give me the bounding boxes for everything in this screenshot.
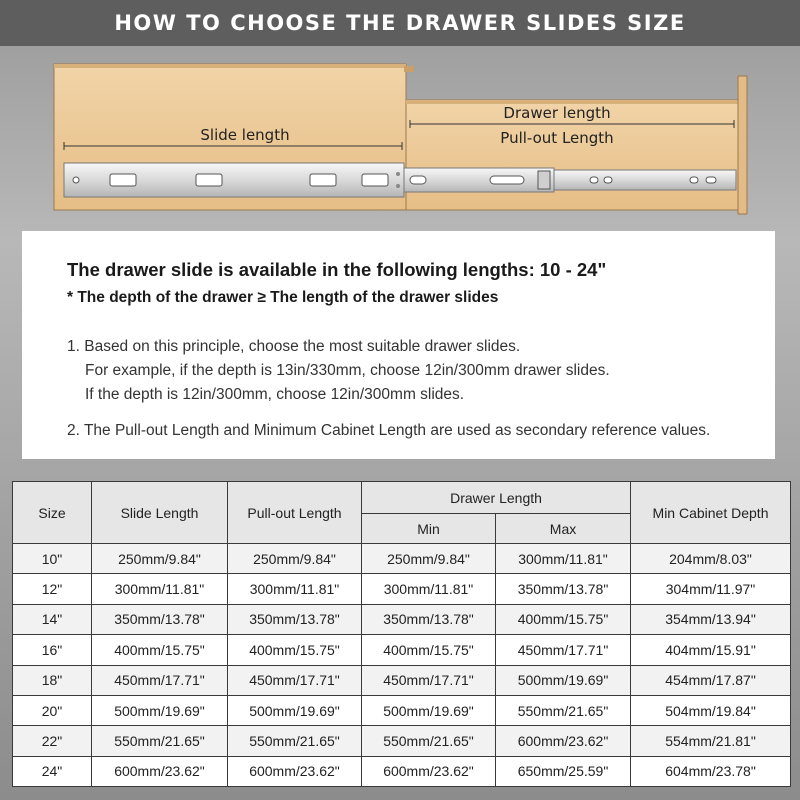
table-row [13,726,791,756]
table-row [13,574,791,604]
table-row [13,665,791,695]
cell-size: 14" [13,604,92,634]
depth-note: * The depth of the drawer ≥ The length of the drawer slides [67,289,499,306]
slide-size-table [12,481,791,787]
cell-size: 12" [13,574,92,604]
cell-min-cabinet-depth: 504mm/19.84" [631,695,791,725]
cell-pullout-length: 350mm/13.78" [228,604,362,634]
cell-pullout-length: 500mm/19.69" [228,695,362,725]
pullout-length-label: Pull-out Length [500,129,614,147]
cell-size: 10" [13,544,92,574]
table-row [13,544,791,574]
cell-drawer-max: 400mm/15.75" [496,604,631,634]
cell-slide-length: 500mm/19.69" [92,695,228,725]
cell-drawer-max: 450mm/17.71" [496,635,631,665]
header-drawer-length: Drawer Length [362,482,631,514]
header-slide-length: Slide Length [92,482,228,544]
cell-slide-length: 250mm/9.84" [92,544,228,574]
cell-slide-length: 300mm/11.81" [92,574,228,604]
cell-drawer-min: 600mm/23.62" [362,756,496,786]
cell-size: 20" [13,695,92,725]
cell-pullout-length: 450mm/17.71" [228,665,362,695]
cell-slide-length: 600mm/23.62" [92,756,228,786]
table-row [13,635,791,665]
cell-drawer-max: 650mm/25.59" [496,756,631,786]
cell-drawer-min: 450mm/17.71" [362,665,496,695]
cell-drawer-max: 300mm/11.81" [496,544,631,574]
cell-drawer-max: 500mm/19.69" [496,665,631,695]
cell-slide-length: 400mm/15.75" [92,635,228,665]
cell-size: 22" [13,726,92,756]
header-drawer-max: Max [496,514,631,544]
drawer-slide-diagram [0,46,800,226]
cell-size: 16" [13,635,92,665]
table-row [13,604,791,634]
guidance-item-1-example-2: If the depth is 12in/300mm, choose 12in/300mm slides. [85,386,465,403]
slide-length-label: Slide length [200,126,290,144]
availability-headline: The drawer slide is available in the following lengths: 10 - 24" [67,259,607,280]
cell-drawer-min: 300mm/11.81" [362,574,496,604]
cell-slide-length: 550mm/21.65" [92,726,228,756]
guidance-item-1-example: For example, if the depth is 13in/330mm, choose 12in/300mm drawer slides. [85,362,610,379]
info-card [22,231,775,459]
cell-min-cabinet-depth: 454mm/17.87" [631,665,791,695]
drawer-length-label: Drawer length [503,104,611,122]
cell-drawer-min: 400mm/15.75" [362,635,496,665]
cell-min-cabinet-depth: 304mm/11.97" [631,574,791,604]
header-drawer-min: Min [362,514,496,544]
table-row [13,695,791,725]
cell-drawer-min: 550mm/21.65" [362,726,496,756]
cell-pullout-length: 300mm/11.81" [228,574,362,604]
cell-min-cabinet-depth: 604mm/23.78" [631,756,791,786]
cell-drawer-max: 550mm/21.65" [496,695,631,725]
cell-min-cabinet-depth: 404mm/15.91" [631,635,791,665]
header-pullout-length: Pull-out Length [228,482,362,544]
cell-drawer-max: 350mm/13.78" [496,574,631,604]
cell-slide-length: 450mm/17.71" [92,665,228,695]
cell-min-cabinet-depth: 554mm/21.81" [631,726,791,756]
cell-pullout-length: 250mm/9.84" [228,544,362,574]
cell-slide-length: 350mm/13.78" [92,604,228,634]
cell-drawer-max: 600mm/23.62" [496,726,631,756]
cell-min-cabinet-depth: 354mm/13.94" [631,604,791,634]
cell-drawer-min: 250mm/9.84" [362,544,496,574]
cell-size: 24" [13,756,92,786]
header-size: Size [13,482,92,544]
header-min-cabinet-depth: Min Cabinet Depth [631,482,791,544]
page-title: HOW TO CHOOSE THE DRAWER SLIDES SIZE [0,0,800,46]
guidance-list [67,335,775,443]
table-row [13,756,791,786]
cell-drawer-min: 350mm/13.78" [362,604,496,634]
cell-drawer-min: 500mm/19.69" [362,695,496,725]
cell-pullout-length: 600mm/23.62" [228,756,362,786]
guidance-item-1: 1. Based on this principle, choose the most suitable drawer slides. [67,338,521,355]
cell-pullout-length: 550mm/21.65" [228,726,362,756]
cell-pullout-length: 400mm/15.75" [228,635,362,665]
cell-min-cabinet-depth: 204mm/8.03" [631,544,791,574]
guidance-item-2: 2. The Pull-out Length and Minimum Cabinet Length are used as secondary reference values. [67,422,711,439]
cell-size: 18" [13,665,92,695]
